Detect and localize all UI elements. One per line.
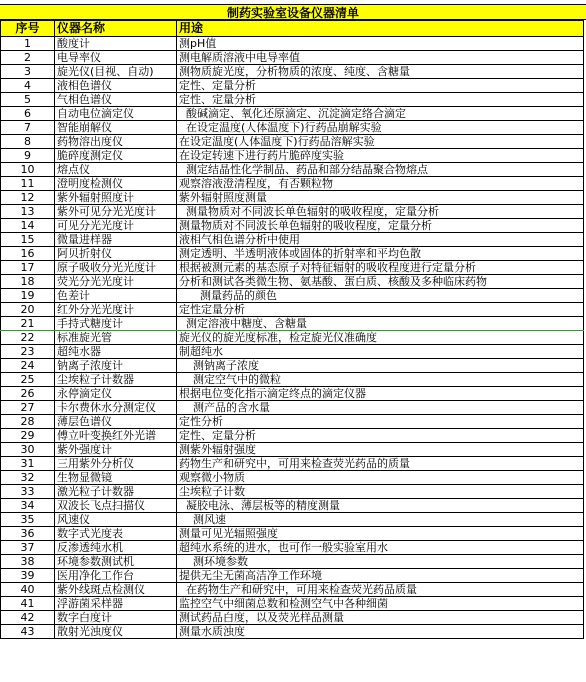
row-num-cell[interactable]: 41 (1, 597, 55, 611)
table-row (1, 289, 584, 303)
row-num-cell[interactable]: 9 (1, 149, 55, 163)
row-num-cell[interactable]: 33 (1, 485, 55, 499)
row-name-cell[interactable]: 紫外线斑点检测仪 (55, 583, 177, 597)
row-num-cell[interactable]: 29 (1, 429, 55, 443)
row-use-cell[interactable]: 测pH值 (177, 37, 584, 51)
row-num-cell[interactable]: 14 (1, 219, 55, 233)
row-num-cell[interactable]: 28 (1, 415, 55, 429)
table-row (1, 121, 584, 135)
table-row (1, 583, 584, 597)
row-use-cell[interactable]: 测量物质对不同波长单色辐射的吸收程度，定量分析 (177, 205, 584, 219)
header-name[interactable]: 仪器名称 (55, 21, 177, 37)
table-row (1, 415, 584, 429)
row-name-cell[interactable]: 钠离子浓度计 (55, 359, 177, 373)
table-row (1, 191, 584, 205)
table-row (1, 107, 584, 121)
table-row (1, 93, 584, 107)
row-use-cell[interactable]: 酸碱滴定、氧化还原滴定、沉淀滴定络合滴定 (177, 107, 584, 121)
table-row (1, 471, 584, 485)
row-use-cell[interactable]: 在设定温度(人体温度下)行药品溶解实验 (177, 135, 584, 149)
row-name-cell[interactable]: 脆碎度测定仪 (55, 149, 177, 163)
row-use-cell[interactable]: 在设定转速下进行药片脆碎度实验 (177, 149, 584, 163)
table-row (1, 79, 584, 93)
table-row (1, 429, 584, 443)
table-row (1, 233, 584, 247)
table-row (1, 555, 584, 569)
row-num-cell[interactable]: 38 (1, 555, 55, 569)
row-num-cell[interactable]: 21 (1, 317, 55, 331)
row-use-cell[interactable]: 分析和测试各类微生物、氨基酸、蛋白质、核酸及多种临床药物 (177, 275, 584, 289)
row-num-cell[interactable]: 2 (1, 51, 55, 65)
row-name-cell[interactable]: 澄明度检测仪 (55, 177, 177, 191)
row-name-cell[interactable]: 红外分光光度计 (55, 303, 177, 317)
row-num-cell[interactable]: 16 (1, 247, 55, 261)
table-body (1, 37, 584, 639)
row-use-cell[interactable]: 测定透明、半透明液体或固体的折射率和平均色散 (177, 247, 584, 261)
row-name-cell[interactable]: 色差计 (55, 289, 177, 303)
row-num-cell[interactable]: 34 (1, 499, 55, 513)
row-use-cell[interactable]: 测风速 (177, 513, 584, 527)
row-name-cell[interactable]: 荧光分光光度计 (55, 275, 177, 289)
row-name-cell[interactable]: 浮游菌采样器 (55, 597, 177, 611)
table-row (1, 359, 584, 373)
row-num-cell[interactable]: 11 (1, 177, 55, 191)
row-use-cell[interactable]: 根据被测元素的基态原子对特征辐射的吸收程度进行定量分析 (177, 261, 584, 275)
row-num-cell[interactable]: 17 (1, 261, 55, 275)
table-row (1, 163, 584, 177)
row-use-cell[interactable]: 测紫外辐射强度 (177, 443, 584, 457)
row-name-cell[interactable]: 标准旋光管 (55, 331, 177, 345)
row-name-cell[interactable]: 原子吸收分光光度计 (55, 261, 177, 275)
table-row (1, 247, 584, 261)
row-name-cell[interactable]: 永停滴定仪 (55, 387, 177, 401)
header-use[interactable]: 用途 (177, 21, 584, 37)
row-use-cell[interactable]: 测定空气中的微粒 (177, 373, 584, 387)
table-row (1, 219, 584, 233)
row-use-cell[interactable]: 定性、定量分析 (177, 93, 584, 107)
table-row (1, 149, 584, 163)
row-num-cell[interactable]: 15 (1, 233, 55, 247)
row-num-cell[interactable]: 27 (1, 401, 55, 415)
table-row (1, 37, 584, 51)
table-row (1, 387, 584, 401)
table-row (1, 65, 584, 79)
row-num-cell[interactable]: 13 (1, 205, 55, 219)
table-row (1, 611, 584, 625)
row-num-cell[interactable]: 6 (1, 107, 55, 121)
row-use-cell[interactable]: 观察微小物质 (177, 471, 584, 485)
row-name-cell[interactable]: 气相色谱仪 (55, 93, 177, 107)
table-row (1, 135, 584, 149)
row-use-cell[interactable]: 凝胶电泳、薄层板等的精度测量 (177, 499, 584, 513)
row-use-cell[interactable]: 测产品的含水量 (177, 401, 584, 415)
row-num-cell[interactable]: 7 (1, 121, 55, 135)
row-use-cell[interactable]: 测钠离子浓度 (177, 359, 584, 373)
row-name-cell[interactable]: 智能崩解仪 (55, 121, 177, 135)
row-name-cell[interactable]: 数字式光度表 (55, 527, 177, 541)
row-num-cell[interactable]: 20 (1, 303, 55, 317)
row-use-cell[interactable]: 尘埃粒子计数 (177, 485, 584, 499)
row-name-cell[interactable]: 紫外强度计 (55, 443, 177, 457)
table-row (1, 373, 584, 387)
row-num-cell[interactable]: 19 (1, 289, 55, 303)
row-num-cell[interactable]: 25 (1, 373, 55, 387)
row-num-cell[interactable]: 1 (1, 37, 55, 51)
table-row (1, 625, 584, 639)
row-use-cell[interactable]: 测量物质对不同波长单色辐射的吸收程度，定量分析 (177, 219, 584, 233)
row-use-cell[interactable]: 测量药品的颜色 (177, 289, 584, 303)
row-num-cell[interactable]: 32 (1, 471, 55, 485)
row-num-cell[interactable]: 10 (1, 163, 55, 177)
table-row (1, 331, 584, 345)
table-row (1, 597, 584, 611)
row-num-cell[interactable]: 26 (1, 387, 55, 401)
row-num-cell[interactable]: 30 (1, 443, 55, 457)
row-name-cell[interactable]: 微量进样器 (55, 233, 177, 247)
row-name-cell[interactable]: 电导率仪 (55, 51, 177, 65)
row-use-cell[interactable]: 测量水质浊度 (177, 625, 584, 639)
row-name-cell[interactable]: 酸度计 (55, 37, 177, 51)
row-num-cell[interactable]: 3 (1, 65, 55, 79)
row-use-cell[interactable]: 定性、定量分析 (177, 79, 584, 93)
row-name-cell[interactable]: 医用净化工作台 (55, 569, 177, 583)
row-use-cell[interactable]: 提供无尘无菌高洁净工作环境 (177, 569, 584, 583)
row-num-cell[interactable]: 35 (1, 513, 55, 527)
table-row (1, 401, 584, 415)
row-num-cell[interactable]: 8 (1, 135, 55, 149)
row-name-cell[interactable]: 反渗透纯水机 (55, 541, 177, 555)
row-name-cell[interactable]: 自动电位滴定仪 (55, 107, 177, 121)
row-use-cell[interactable]: 测物质旋光度，分析物质的浓度、纯度、含糖量 (177, 65, 584, 79)
table-row (1, 261, 584, 275)
row-name-cell[interactable]: 药物溶出度仪 (55, 135, 177, 149)
row-name-cell[interactable]: 紫外可见分光光度计 (55, 205, 177, 219)
row-use-cell[interactable]: 定性、定量分析 (177, 429, 584, 443)
row-use-cell[interactable]: 在药物生产和研究中，可用来检查荧光药品质量 (177, 583, 584, 597)
sheet-title: 制药实验室设备仪器清单 (0, 4, 586, 20)
row-num-cell[interactable]: 43 (1, 625, 55, 639)
row-num-cell[interactable]: 24 (1, 359, 55, 373)
row-use-cell[interactable]: 监控空气中细菌总数和检测空气中各种细菌 (177, 597, 584, 611)
row-use-cell[interactable]: 定性分析 (177, 415, 584, 429)
table-row (1, 317, 584, 331)
row-name-cell[interactable]: 紫外辐射照度计 (55, 191, 177, 205)
row-name-cell[interactable]: 熔点仪 (55, 163, 177, 177)
row-num-cell[interactable]: 36 (1, 527, 55, 541)
row-use-cell[interactable]: 测量可见光辐照强度 (177, 527, 584, 541)
row-name-cell[interactable]: 阿贝折射仪 (55, 247, 177, 261)
table-row (1, 457, 584, 471)
row-num-cell[interactable]: 40 (1, 583, 55, 597)
row-name-cell[interactable]: 激光粒子计数器 (55, 485, 177, 499)
row-num-cell[interactable]: 39 (1, 569, 55, 583)
row-num-cell[interactable]: 12 (1, 191, 55, 205)
row-use-cell[interactable]: 定性定量分析 (177, 303, 584, 317)
row-name-cell[interactable]: 薄层色谱仪 (55, 415, 177, 429)
row-num-cell[interactable]: 5 (1, 93, 55, 107)
table-row (1, 485, 584, 499)
row-use-cell[interactable]: 测环境参数 (177, 555, 584, 569)
table-row (1, 569, 584, 583)
row-name-cell[interactable]: 卡尔费休水分测定仪 (55, 401, 177, 415)
row-use-cell[interactable]: 超纯水系统的进水，也可作一般实验室用水 (177, 541, 584, 555)
table-row (1, 205, 584, 219)
table-row (1, 275, 584, 289)
row-num-cell[interactable]: 22 (1, 331, 55, 345)
row-name-cell[interactable]: 液相色谱仪 (55, 79, 177, 93)
table-row (1, 527, 584, 541)
row-name-cell[interactable]: 可见分光光度计 (55, 219, 177, 233)
row-name-cell[interactable]: 超纯水器 (55, 345, 177, 359)
row-use-cell[interactable]: 紫外辐射照度测量 (177, 191, 584, 205)
header-row (1, 21, 584, 37)
row-use-cell[interactable]: 制超纯水 (177, 345, 584, 359)
row-num-cell[interactable]: 37 (1, 541, 55, 555)
row-name-cell[interactable]: 生物显微镜 (55, 471, 177, 485)
row-use-cell[interactable]: 测定溶液中糖度、含糖量 (177, 317, 584, 331)
row-use-cell[interactable]: 在设定温度(人体温度下)行药品崩解实验 (177, 121, 584, 135)
row-name-cell[interactable]: 散射光浊度仪 (55, 625, 177, 639)
row-use-cell[interactable]: 旋光仪的旋光度标准，检定旋光仪准确度 (177, 331, 584, 345)
table-row (1, 443, 584, 457)
table-row (1, 177, 584, 191)
row-name-cell[interactable]: 尘埃粒子计数器 (55, 373, 177, 387)
row-use-cell[interactable]: 测定结晶性化学制品、药品和部分结晶聚合物熔点 (177, 163, 584, 177)
table-row (1, 303, 584, 317)
row-num-cell[interactable]: 42 (1, 611, 55, 625)
row-name-cell[interactable]: 手持式糖度计 (55, 317, 177, 331)
header-num[interactable]: 序号 (1, 21, 55, 37)
row-use-cell[interactable]: 药物生产和研究中，可用来检查荧光药品的质量 (177, 457, 584, 471)
row-num-cell[interactable]: 4 (1, 79, 55, 93)
row-use-cell[interactable]: 根据电位变化指示滴定终点的滴定仪器 (177, 387, 584, 401)
row-name-cell[interactable]: 傅立叶变换红外光谱 (55, 429, 177, 443)
row-name-cell[interactable]: 数字白度计 (55, 611, 177, 625)
table-row (1, 541, 584, 555)
row-num-cell[interactable]: 31 (1, 457, 55, 471)
table-row (1, 513, 584, 527)
table-row (1, 499, 584, 513)
row-use-cell[interactable]: 测试药品白度，以及荧光样品测量 (177, 611, 584, 625)
row-name-cell[interactable]: 三用紫外分析仪 (55, 457, 177, 471)
row-name-cell[interactable]: 风速仪 (55, 513, 177, 527)
row-name-cell[interactable]: 双波长飞点扫描仪 (55, 499, 177, 513)
row-num-cell[interactable]: 18 (1, 275, 55, 289)
table-row (1, 345, 584, 359)
instrument-table (0, 20, 584, 639)
row-num-cell[interactable]: 23 (1, 345, 55, 359)
row-use-cell[interactable]: 观察溶液澄清程度，有否颗粒物 (177, 177, 584, 191)
table-row (1, 51, 584, 65)
row-name-cell[interactable]: 环境参数测试机 (55, 555, 177, 569)
row-use-cell[interactable]: 液相气相色谱分析中使用 (177, 233, 584, 247)
row-use-cell[interactable]: 测电解质溶液中电导率值 (177, 51, 584, 65)
row-name-cell[interactable]: 旋光仪(目视、自动) (55, 65, 177, 79)
